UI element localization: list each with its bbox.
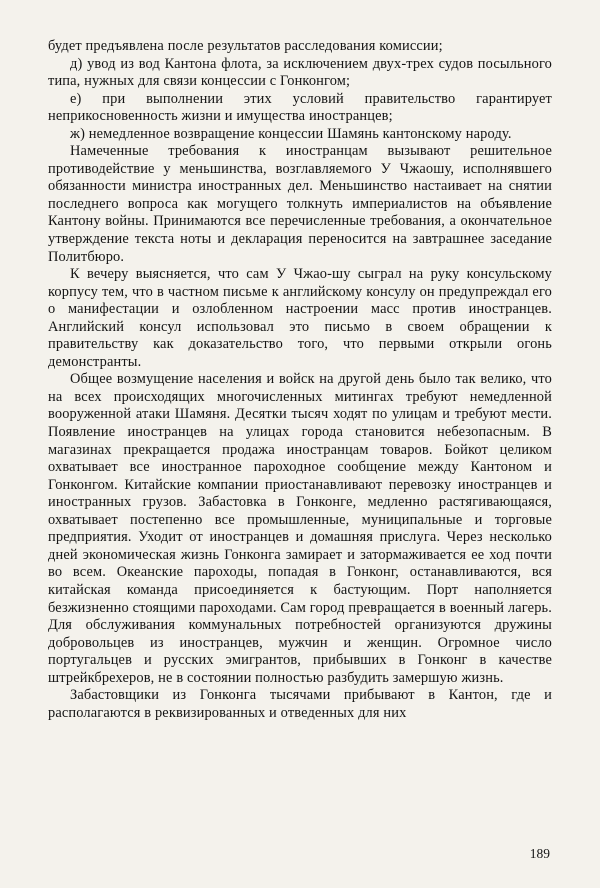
paragraph-requirements: Намеченные требования к иностранцам вызывают решительное противодействие у меньшинства, возглавляемого У Чжаошу, исполнявшего обязанности министра иностранных дел. Меньшинство настаивает на снятии последнего вопроса как могущего толкнуть империалистов на объявление Кантону войны. Принимаются все перечисленные требования, а окончательное утверждение текста ноты и декларация переносится на завтрашнее заседание Политбюро.	[48, 143, 552, 265]
page-number: 189	[529, 846, 550, 861]
list-item-d: д) увод из вод Кантона флота, за исключением двух-трех судов посыльного типа, нужных для связи концессии с Гонконгом;	[48, 55, 552, 90]
page-body	[48, 38, 552, 722]
list-item-e: е) при выполнении этих условий правительство гарантирует неприкосновенность жизни и имущества иностранцев;	[48, 90, 552, 125]
paragraph-continuation: будет предъявлена после результатов расследования комиссии;	[48, 38, 443, 54]
paragraph-indignation: Общее возмущение населения и войск на другой день было так велико, что на всех происходящих многочисленных митингах требуют немедленной вооруженной атаки Шамяня. Десятки тысяч ходят по улицам и требуют мести. Появление иностранцев на улицах города становится небезопасным. В магазинах прекращается продажа иностранцам товаров. Бойкот целиком охватывает все иностранное пароходное сообщение между Кантоном и Гонконгом. Китайские компании приостанавливают перевозку иностранцев и иностранных грузов. Забастовка в Гонконге, медленно растягивающаяся, охватывает постепенно все промышленные, муниципальные и торговые предприятия. Уходит от иностранцев и домашняя прислуга. Через несколько дней экономическая жизнь Гонконга замирает и затормаживается ее ход почти во всем. Океанские пароходы, попадая в Гонконг, останавливаются, вся китайская команда присоединяется к бастующим. Порт наполняется безжизненно стоящими пароходами. Сам город превращается в военный лагерь. Для обслуживания коммунальных потребностей организуются дружины добровольцев из иностранцев, мужчин и женщин. Огромное число португальцев и русских эмигрантов, прибывших в Гонконг в качестве штрейкбрехеров, не в состоянии полностью разбудить замершую жизнь.	[48, 371, 552, 686]
paragraph-evening: К вечеру выясняется, что сам У Чжао-шу сыграл на руку консульскому корпусу тем, что в частном письме к английскому консулу он предупреждал его о манифестации и озлобленном настроении масс против иностранцев. Английский консул использовал это письмо в своем обращении к правительству как доказательство того, что первыми открыли огонь демонстранты.	[48, 266, 552, 370]
list-item-zh: ж) немедленное возвращение концессии Шамянь кантонскому народу.	[70, 125, 512, 142]
paragraph-strikers: Забастовщики из Гонконга тысячами прибывают в Кантон, где и располагаются в реквизированных и отведенных для них	[48, 687, 552, 721]
